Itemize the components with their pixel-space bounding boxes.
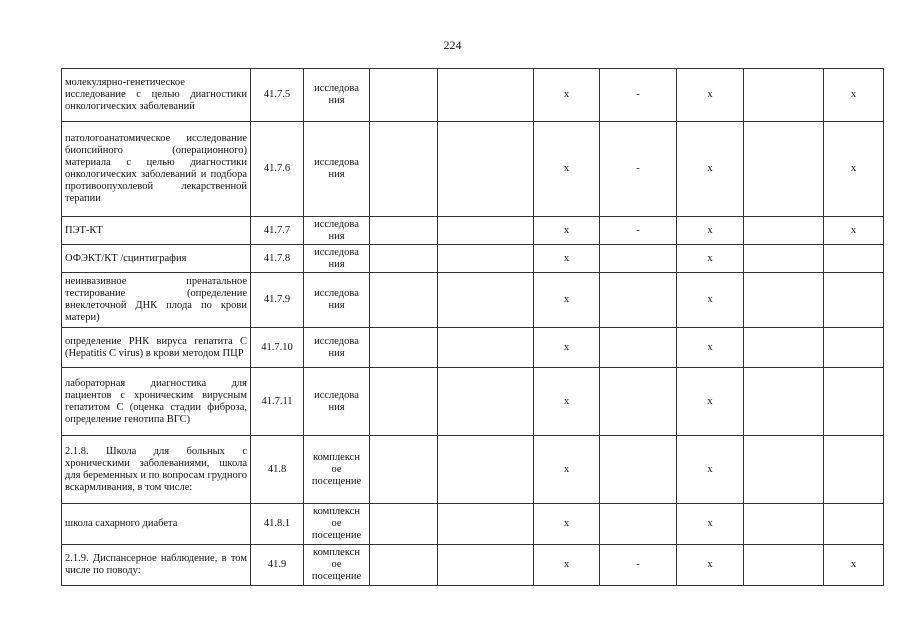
row-code: 41.7.5: [251, 69, 304, 122]
cell-c7: [600, 328, 677, 368]
page-number: 224: [443, 38, 462, 52]
table-row: [62, 328, 884, 368]
row-description: лабораторная диагностика для пациентов с хроническим вирусным гепатитом C (оценка стадии фиброза, определение генотипа ВГС): [62, 368, 251, 436]
cell-c10: [824, 504, 884, 545]
table-row: [62, 504, 884, 545]
cell-c5: [438, 504, 534, 545]
cell-c8: x: [677, 122, 744, 217]
cell-c6: x: [534, 436, 600, 504]
row-unit: исследова ния: [304, 245, 370, 273]
cell-c8: x: [677, 245, 744, 273]
cell-c10: [824, 328, 884, 368]
row-unit: исследова ния: [304, 368, 370, 436]
cell-c8: x: [677, 368, 744, 436]
cell-c9: [744, 368, 824, 436]
cell-c4: [370, 217, 438, 245]
cell-c10: x: [824, 217, 884, 245]
cell-c9: [744, 545, 824, 586]
cell-c4: [370, 436, 438, 504]
cell-c5: [438, 69, 534, 122]
cell-c8: x: [677, 273, 744, 328]
row-code: 41.7.8: [251, 245, 304, 273]
cell-c8: x: [677, 545, 744, 586]
row-description: ОФЭКТ/КТ /сцинтиграфия: [62, 245, 251, 273]
row-description: патологоанатомическое исследование биопсийного (операционного) материала с целью диагностики онкологических заболеваний и подбора противоопухолевой лекарственной терапии: [62, 122, 251, 217]
cell-c4: [370, 245, 438, 273]
cell-c8: x: [677, 217, 744, 245]
row-code: 41.7.9: [251, 273, 304, 328]
row-description: определение РНК вируса гепатита C (Hepatitis C virus) в крови методом ПЦР: [62, 328, 251, 368]
cell-c6: x: [534, 122, 600, 217]
cell-c5: [438, 436, 534, 504]
cell-c9: [744, 436, 824, 504]
services-table: [61, 68, 884, 586]
cell-c7: [600, 436, 677, 504]
cell-c5: [438, 217, 534, 245]
row-unit: исследова ния: [304, 69, 370, 122]
cell-c9: [744, 245, 824, 273]
cell-c5: [438, 545, 534, 586]
cell-c6: x: [534, 545, 600, 586]
cell-c7: [600, 504, 677, 545]
table-row: [62, 368, 884, 436]
cell-c6: x: [534, 273, 600, 328]
row-description: молекулярно-генетическое исследование с целью диагностики онкологических заболеваний: [62, 69, 251, 122]
cell-c6: x: [534, 504, 600, 545]
cell-c7: [600, 368, 677, 436]
row-code: 41.9: [251, 545, 304, 586]
cell-c5: [438, 328, 534, 368]
cell-c8: x: [677, 436, 744, 504]
cell-c9: [744, 69, 824, 122]
cell-c4: [370, 122, 438, 217]
row-unit: комплексн ое посещение: [304, 545, 370, 586]
cell-c9: [744, 273, 824, 328]
cell-c9: [744, 122, 824, 217]
row-code: 41.7.10: [251, 328, 304, 368]
table-row: [62, 436, 884, 504]
cell-c10: [824, 368, 884, 436]
row-description: 2.1.8. Школа для больных с хроническими заболеваниями, школа для беременных и по вопросам грудного вскармливания, в том числе:: [62, 436, 251, 504]
cell-c9: [744, 504, 824, 545]
table-row: [62, 122, 884, 217]
cell-c7: -: [600, 545, 677, 586]
cell-c6: x: [534, 368, 600, 436]
cell-c4: [370, 69, 438, 122]
cell-c5: [438, 273, 534, 328]
row-description: ПЭТ-КТ: [62, 217, 251, 245]
cell-c8: x: [677, 504, 744, 545]
cell-c10: [824, 245, 884, 273]
cell-c5: [438, 245, 534, 273]
cell-c7: [600, 245, 677, 273]
row-description: 2.1.9. Диспансерное наблюдение, в том числе по поводу:: [62, 545, 251, 586]
cell-c6: x: [534, 245, 600, 273]
cell-c10: x: [824, 122, 884, 217]
row-unit: исследова ния: [304, 273, 370, 328]
cell-c10: [824, 273, 884, 328]
row-code: 41.8.1: [251, 504, 304, 545]
cell-c7: -: [600, 69, 677, 122]
cell-c8: x: [677, 69, 744, 122]
row-unit: комплексн ое посещение: [304, 436, 370, 504]
cell-c9: [744, 217, 824, 245]
row-description: школа сахарного диабета: [62, 504, 251, 545]
table-row: [62, 245, 884, 273]
row-description: неинвазивное пренатальное тестирование (определение внеклеточной ДНК плода по крови матери): [62, 273, 251, 328]
row-code: 41.7.11: [251, 368, 304, 436]
cell-c5: [438, 122, 534, 217]
cell-c7: [600, 273, 677, 328]
cell-c9: [744, 328, 824, 368]
cell-c4: [370, 545, 438, 586]
row-unit: комплексн ое посещение: [304, 504, 370, 545]
cell-c4: [370, 273, 438, 328]
cell-c4: [370, 504, 438, 545]
cell-c6: x: [534, 69, 600, 122]
row-unit: исследова ния: [304, 217, 370, 245]
table-row: [62, 273, 884, 328]
row-code: 41.8: [251, 436, 304, 504]
cell-c5: [438, 368, 534, 436]
cell-c10: [824, 436, 884, 504]
cell-c6: x: [534, 328, 600, 368]
cell-c10: x: [824, 69, 884, 122]
cell-c4: [370, 328, 438, 368]
row-code: 41.7.7: [251, 217, 304, 245]
table-row: [62, 217, 884, 245]
cell-c10: x: [824, 545, 884, 586]
row-code: 41.7.6: [251, 122, 304, 217]
table-row: [62, 69, 884, 122]
cell-c7: -: [600, 122, 677, 217]
cell-c6: x: [534, 217, 600, 245]
row-unit: исследова ния: [304, 328, 370, 368]
cell-c8: x: [677, 328, 744, 368]
row-unit: исследова ния: [304, 122, 370, 217]
cell-c7: -: [600, 217, 677, 245]
cell-c4: [370, 368, 438, 436]
table-row: [62, 545, 884, 586]
